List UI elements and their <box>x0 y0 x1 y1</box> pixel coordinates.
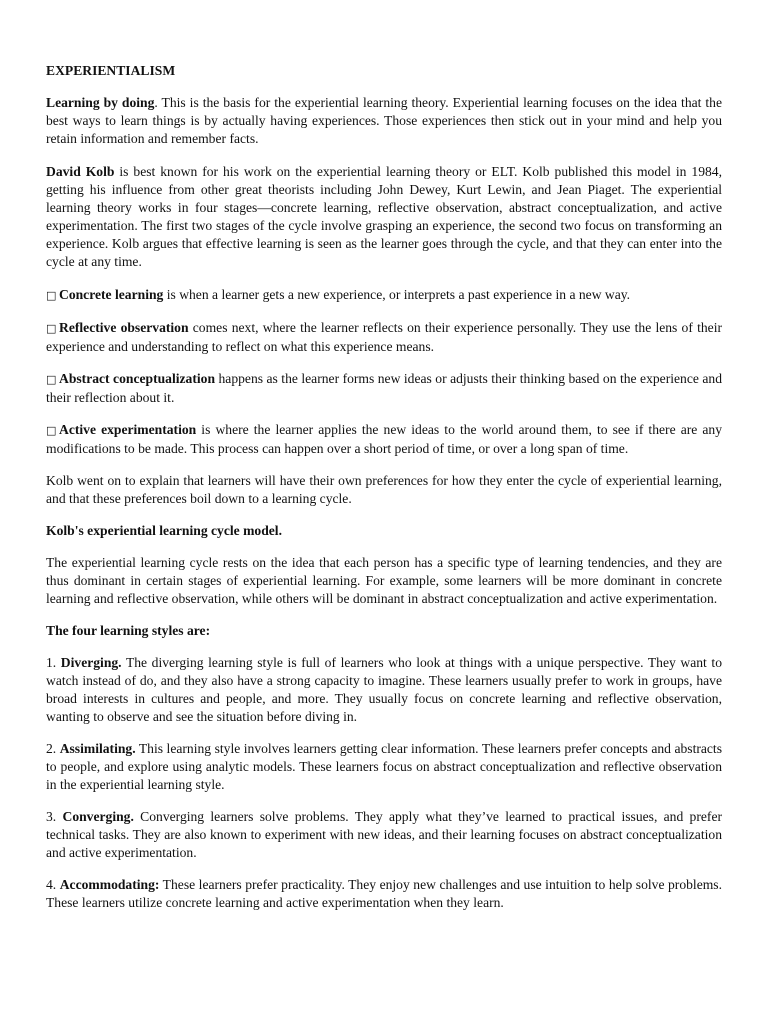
style-term: Accommodating: <box>59 877 160 892</box>
cycle-heading: Kolb's experiential learning cycle model. <box>46 523 282 538</box>
stage-term: Active experimentation <box>59 422 197 437</box>
stage-text: comes next, where the learner reflects on their experience personally. They use the lens of their experience and understanding to reflect on what this experience means. <box>46 320 723 354</box>
style-text: The diverging learning style is full of learners who look at things with a unique perspective. They want to watch instead of do, and they also have a strong capacity to imagine. These learners usually prefer to work in groups, have broad interests in cultures and people, and more. They usually focus on concrete learning and reflective observation, wanting to observe and see the situation before diving in. <box>46 655 723 724</box>
stage-item <box>46 370 722 407</box>
intro-paragraph <box>46 94 722 148</box>
bullet-icon: □ <box>46 322 57 335</box>
kolb-text: is best known for his work on the experiential learning theory or ELT. Kolb published this model in 1984, getting his influence from other great theorists including John Dewey, Kurt Lewin, and Jean Piaget. The experiential learning theory works in four stages—concrete learning, reflective observation, abstract conceptualization, and active experimentation. The first two stages of the cycle involve grasping an experience, the second two focus on transforming an experience. Kolb argues that effective learning is seen as the learner goes through the cycle, and that they can enter into the cycle at any time. <box>46 164 722 269</box>
stage-term: Reflective observation <box>59 320 189 335</box>
style-term: Diverging. <box>60 655 122 670</box>
stage-term: Abstract conceptualization <box>59 371 216 386</box>
document-body <box>46 62 722 926</box>
document-title: EXPERIENTIALISM <box>46 63 176 78</box>
intro-lead: Learning by doing <box>46 95 155 110</box>
bullet-icon: □ <box>46 373 57 386</box>
style-item <box>46 808 722 862</box>
stage-text: is where the learner applies the new ideas to the world around them, to see if there are any modifications to be made. This process can happen over a short period of time, or over a long span of time. <box>46 422 722 456</box>
styles-heading: The four learning styles are: <box>46 623 211 638</box>
stage-item <box>46 286 722 305</box>
preferences-paragraph: Kolb went on to explain that learners will have their own preferences for how they enter the cycle of experiential learning, and that these preferences boil down to a learning cycle. <box>46 473 722 506</box>
style-number: 4. <box>46 877 60 892</box>
style-term: Assimilating. <box>59 741 136 756</box>
style-number: 1. <box>46 655 61 670</box>
style-number: 2. <box>46 741 60 756</box>
style-item <box>46 876 722 912</box>
stage-text: happens as the learner forms new ideas or adjusts their thinking based on the experience and their reflection about it. <box>46 371 723 405</box>
style-text: Converging learners solve problems. They apply what they’ve learned to practical issues, and prefer technical tasks. They are also known to experiment with new ideas, and their learning focuses on abstract conceptualization and active experimentation. <box>46 809 723 860</box>
bullet-icon: □ <box>46 289 57 302</box>
kolb-paragraph <box>46 163 722 271</box>
bullet-icon: □ <box>46 424 57 437</box>
style-text: This learning style involves learners getting clear information. These learners prefer concepts and abstracts to people, and explore using analytic models. These learners focus on abstract conceptualization and reflective observation in the experiential learning style. <box>46 741 723 792</box>
stage-item <box>46 421 722 458</box>
cycle-paragraph: The experiential learning cycle rests on the idea that each person has a specific type of learning tendencies, and they are thus dominant in certain stages of experiential learning. For example, some learners will be more dominant in concrete learning and reflective observation, while others will be dominant in abstract conceptualization and active experimentation. <box>46 555 722 606</box>
stage-item <box>46 319 722 356</box>
style-number: 3. <box>46 809 63 824</box>
intro-text: . This is the basis for the experiential learning theory. Experiential learning focuses on the idea that the best ways to learn things is by actually having experiences. Those experiences then stick out in your mind and help you retain information and remember facts. <box>46 95 723 146</box>
style-item <box>46 740 722 794</box>
style-text: These learners prefer practicality. They enjoy new challenges and use intuition to help solve problems. These learners utilize concrete learning and active experimentation when they learn. <box>46 877 722 910</box>
stage-term: Concrete learning <box>59 287 164 302</box>
stage-text: is when a learner gets a new experience, or interprets a past experience in a new way. <box>163 287 631 302</box>
style-item <box>46 654 722 726</box>
kolb-lead: David Kolb <box>46 164 115 179</box>
style-term: Converging. <box>62 809 134 824</box>
